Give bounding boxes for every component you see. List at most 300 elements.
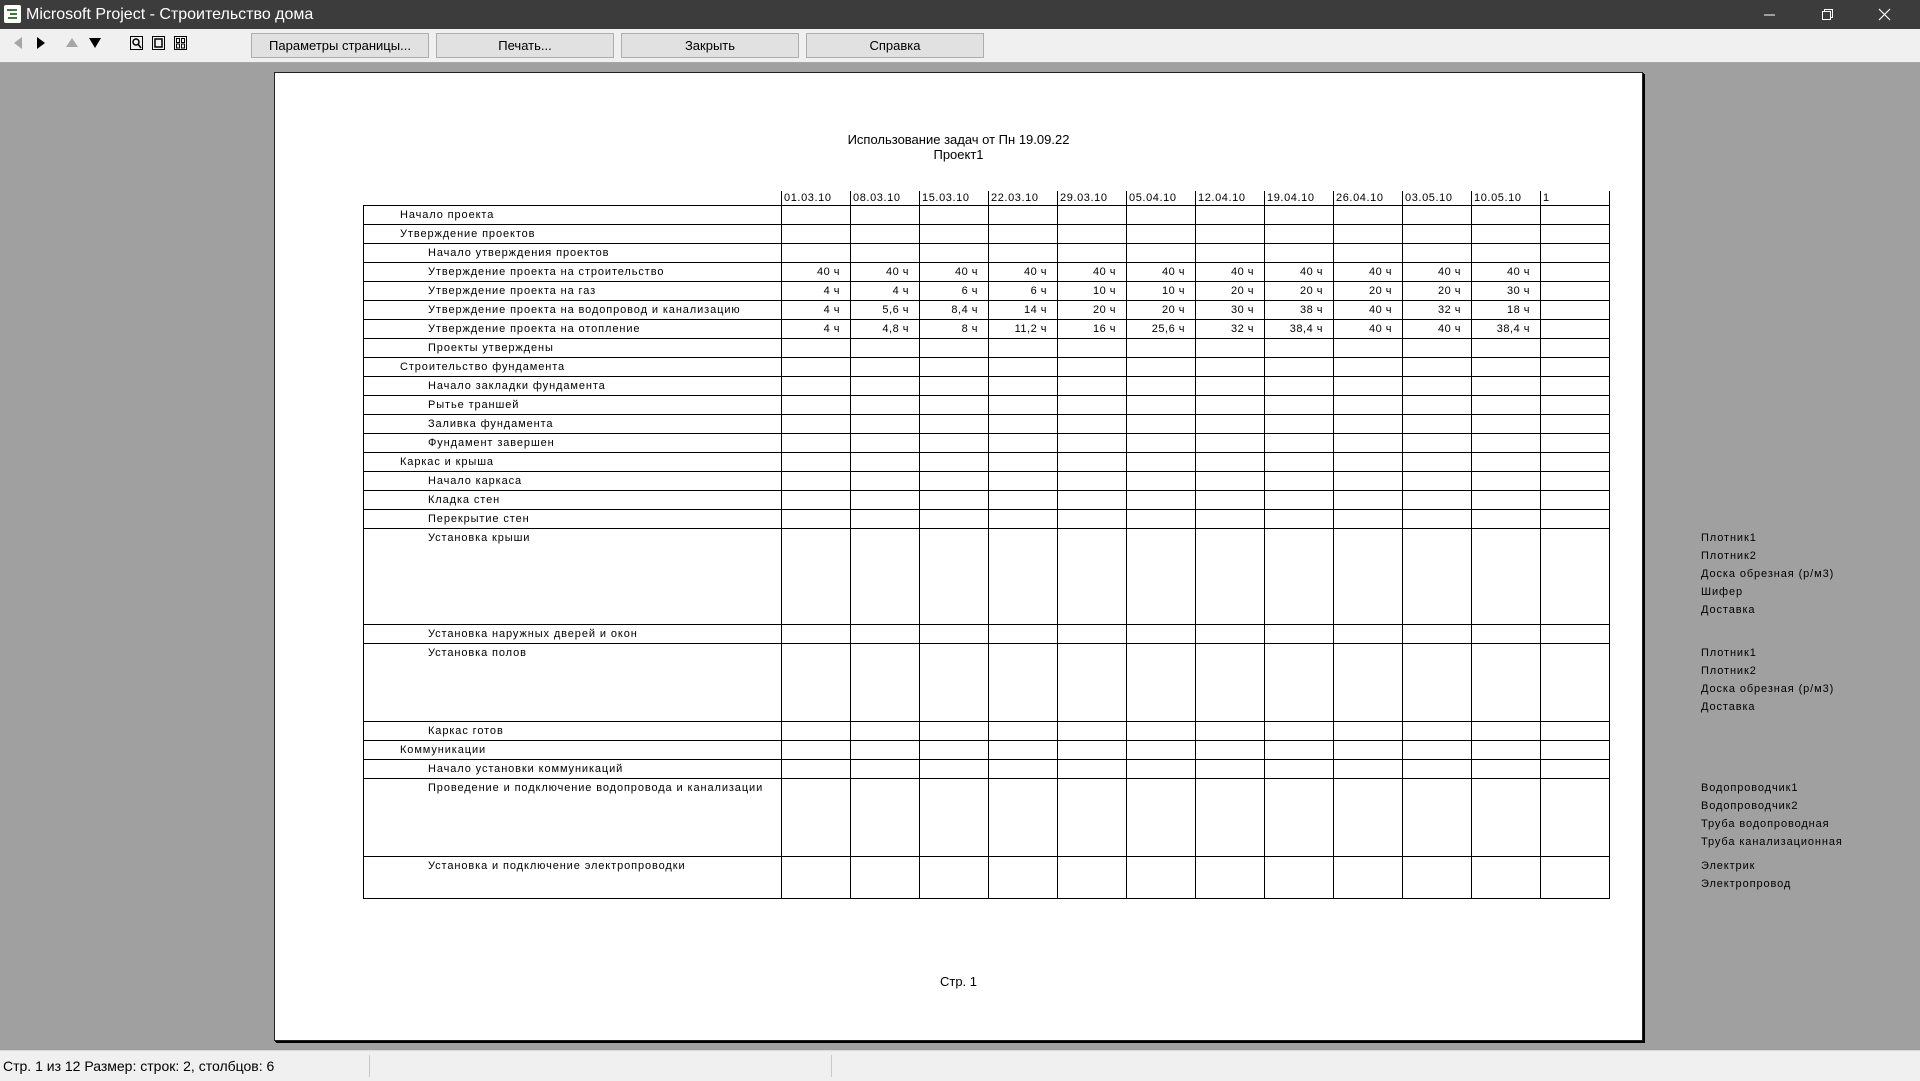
work-cell xyxy=(1541,282,1610,301)
timescale-date: 05.04.10 xyxy=(1127,191,1196,206)
one-page-icon xyxy=(152,36,166,50)
title-bar xyxy=(0,0,1920,29)
work-cell xyxy=(920,472,989,491)
work-cell: 40 ч xyxy=(1265,263,1334,282)
work-cell xyxy=(1058,722,1127,741)
minimize-icon xyxy=(1764,9,1776,21)
task-name: Установка крыши xyxy=(364,529,782,625)
work-cell xyxy=(782,760,851,779)
work-cell xyxy=(782,741,851,760)
one-page-button[interactable] xyxy=(150,33,168,53)
work-cell xyxy=(1403,225,1472,244)
status-divider xyxy=(831,1055,832,1077)
work-cell xyxy=(920,358,989,377)
task-name: Начало проекта xyxy=(364,206,782,225)
restore-button[interactable] xyxy=(1805,0,1851,29)
work-cell xyxy=(782,491,851,510)
work-cell xyxy=(1127,339,1196,358)
work-cell xyxy=(1127,415,1196,434)
report-project: Проект1 xyxy=(933,147,984,162)
arrow-up-icon xyxy=(66,37,78,49)
work-cell xyxy=(1472,760,1541,779)
work-cell xyxy=(1472,453,1541,472)
page-number: Стр. 1 xyxy=(939,974,978,989)
task-row[interactable] xyxy=(364,263,1610,282)
work-cell: 30 ч xyxy=(1472,282,1541,301)
work-cell xyxy=(851,760,920,779)
work-cell xyxy=(1334,396,1403,415)
header-blank xyxy=(364,191,782,206)
timescale-date: 19.04.10 xyxy=(1265,191,1334,206)
work-cell xyxy=(1541,741,1610,760)
work-cell xyxy=(1058,415,1127,434)
work-cell xyxy=(1127,741,1196,760)
work-cell xyxy=(1334,529,1403,625)
work-cell xyxy=(1472,644,1541,722)
close-preview-button[interactable]: Закрыть xyxy=(621,33,799,58)
zoom-icon xyxy=(130,36,144,50)
work-cell xyxy=(1196,510,1265,529)
task-name: Кладка стен xyxy=(364,491,782,510)
task-name: Утверждение проекта на отопление xyxy=(364,320,782,339)
work-cell xyxy=(1196,491,1265,510)
work-cell xyxy=(1334,722,1403,741)
work-cell xyxy=(920,453,989,472)
work-cell xyxy=(1334,377,1403,396)
task-name: Начало утверждения проектов xyxy=(364,244,782,263)
work-cell: 20 ч xyxy=(1265,282,1334,301)
task-row[interactable] xyxy=(364,339,1610,358)
task-row[interactable] xyxy=(364,510,1610,529)
timescale-header xyxy=(364,191,1610,206)
work-cell xyxy=(1541,644,1610,722)
work-cell xyxy=(989,415,1058,434)
work-cell xyxy=(989,722,1058,741)
work-cell xyxy=(989,625,1058,644)
work-cell xyxy=(1541,301,1610,320)
task-row[interactable] xyxy=(364,722,1610,741)
work-cell xyxy=(1334,625,1403,644)
previous-page-button[interactable] xyxy=(10,33,28,53)
minimize-button[interactable] xyxy=(1747,0,1793,29)
work-cell xyxy=(1472,377,1541,396)
work-cell xyxy=(1058,644,1127,722)
work-cell xyxy=(1196,760,1265,779)
work-cell xyxy=(1127,434,1196,453)
timescale-date: 03.05.10 xyxy=(1403,191,1472,206)
work-cell: 4,8 ч xyxy=(851,320,920,339)
work-cell xyxy=(851,529,920,625)
work-cell: 6 ч xyxy=(989,282,1058,301)
work-cell xyxy=(989,377,1058,396)
work-cell xyxy=(851,510,920,529)
window-title: Microsoft Project - Строительство дома xyxy=(26,6,314,23)
task-row[interactable] xyxy=(364,244,1610,263)
work-cell xyxy=(920,529,989,625)
page-down-button[interactable] xyxy=(86,33,104,53)
work-cell xyxy=(1127,491,1196,510)
work-cell xyxy=(851,472,920,491)
task-name: Каркас и крыша xyxy=(364,453,782,472)
work-cell: 30 ч xyxy=(1196,301,1265,320)
work-cell xyxy=(1058,857,1127,899)
work-cell xyxy=(1472,510,1541,529)
task-name: Начало установки коммуникаций xyxy=(364,760,782,779)
work-cell xyxy=(782,434,851,453)
task-row[interactable] xyxy=(364,453,1610,472)
work-cell xyxy=(1472,225,1541,244)
work-cell xyxy=(1472,358,1541,377)
work-cell xyxy=(1334,434,1403,453)
task-row[interactable] xyxy=(364,301,1610,320)
work-cell: 5,6 ч xyxy=(851,301,920,320)
work-cell xyxy=(1265,339,1334,358)
bottom-cell xyxy=(1472,899,1541,900)
work-cell xyxy=(1403,857,1472,899)
bottom-cell xyxy=(1058,899,1127,900)
work-cell xyxy=(1058,510,1127,529)
work-cell xyxy=(989,358,1058,377)
work-cell xyxy=(989,741,1058,760)
work-cell xyxy=(1196,779,1265,857)
work-cell xyxy=(1334,779,1403,857)
work-cell xyxy=(1472,434,1541,453)
work-cell xyxy=(782,377,851,396)
task-row[interactable] xyxy=(364,434,1610,453)
work-cell xyxy=(1265,434,1334,453)
work-cell xyxy=(1196,722,1265,741)
work-cell: 8 ч xyxy=(920,320,989,339)
work-cell xyxy=(1127,722,1196,741)
bottom-cell xyxy=(782,899,851,900)
arrow-right-icon xyxy=(35,37,47,49)
work-cell: 25,6 ч xyxy=(1127,320,1196,339)
work-cell xyxy=(989,206,1058,225)
work-cell xyxy=(851,206,920,225)
work-cell: 40 ч xyxy=(1127,263,1196,282)
work-cell xyxy=(1472,396,1541,415)
multiple-pages-button[interactable] xyxy=(172,33,190,53)
timescale-date: 01.03.10 xyxy=(782,191,851,206)
work-cell xyxy=(1265,472,1334,491)
work-cell xyxy=(1472,491,1541,510)
work-cell xyxy=(851,225,920,244)
timescale-date: 29.03.10 xyxy=(1058,191,1127,206)
task-row[interactable] xyxy=(364,491,1610,510)
work-cell xyxy=(1196,741,1265,760)
work-cell xyxy=(1541,434,1610,453)
work-cell xyxy=(851,644,920,722)
work-cell xyxy=(1403,339,1472,358)
bottom-cell xyxy=(920,899,989,900)
work-cell xyxy=(1127,779,1196,857)
work-cell xyxy=(1127,244,1196,263)
work-cell xyxy=(1265,491,1334,510)
report-title: Использование задач от Пн 19.09.22 xyxy=(847,132,1070,147)
work-cell xyxy=(1058,434,1127,453)
work-cell xyxy=(1541,722,1610,741)
task-name: Установка полов xyxy=(364,644,782,722)
page-setup-button[interactable]: Параметры страницы... xyxy=(251,33,429,58)
zoom-button[interactable] xyxy=(128,33,146,53)
work-cell xyxy=(1541,263,1610,282)
work-cell xyxy=(920,225,989,244)
work-cell xyxy=(1058,625,1127,644)
work-cell xyxy=(989,644,1058,722)
work-cell xyxy=(1403,434,1472,453)
work-cell xyxy=(1265,510,1334,529)
work-cell xyxy=(989,396,1058,415)
work-cell xyxy=(1541,491,1610,510)
work-cell: 40 ч xyxy=(782,263,851,282)
work-cell xyxy=(1265,225,1334,244)
work-cell xyxy=(1058,396,1127,415)
work-cell xyxy=(1403,625,1472,644)
work-cell xyxy=(1127,760,1196,779)
work-cell xyxy=(1265,377,1334,396)
work-cell xyxy=(1334,339,1403,358)
work-cell xyxy=(1472,339,1541,358)
work-cell xyxy=(1196,472,1265,491)
work-cell xyxy=(1334,857,1403,899)
work-cell xyxy=(1541,529,1610,625)
work-cell xyxy=(989,339,1058,358)
work-cell xyxy=(851,625,920,644)
work-cell xyxy=(1403,358,1472,377)
work-cell: 16 ч xyxy=(1058,320,1127,339)
work-cell xyxy=(1058,472,1127,491)
task-usage-table xyxy=(363,191,1553,956)
work-cell xyxy=(1196,244,1265,263)
work-cell: 10 ч xyxy=(1058,282,1127,301)
work-cell xyxy=(1541,225,1610,244)
task-row[interactable] xyxy=(364,282,1610,301)
work-cell: 40 ч xyxy=(1403,263,1472,282)
task-row[interactable] xyxy=(364,206,1610,225)
work-cell xyxy=(1058,529,1127,625)
work-cell xyxy=(1541,339,1610,358)
work-cell xyxy=(1196,434,1265,453)
work-cell xyxy=(1265,396,1334,415)
work-cell xyxy=(1334,510,1403,529)
work-cell xyxy=(1127,225,1196,244)
work-cell xyxy=(782,510,851,529)
work-cell xyxy=(1472,206,1541,225)
work-cell xyxy=(1058,377,1127,396)
work-cell xyxy=(989,529,1058,625)
work-cell xyxy=(851,779,920,857)
work-cell xyxy=(851,415,920,434)
work-cell xyxy=(1196,415,1265,434)
work-cell xyxy=(1541,320,1610,339)
work-cell xyxy=(920,857,989,899)
work-cell xyxy=(1196,396,1265,415)
work-cell xyxy=(920,206,989,225)
work-cell xyxy=(1334,472,1403,491)
work-cell xyxy=(1541,760,1610,779)
task-name: Утверждение проекта на строительство xyxy=(364,263,782,282)
close-window-button[interactable] xyxy=(1862,0,1908,29)
work-cell xyxy=(1541,206,1610,225)
work-cell xyxy=(1058,339,1127,358)
work-cell: 40 ч xyxy=(1472,263,1541,282)
task-name: Утверждение проекта на водопровод и канализацию xyxy=(364,301,782,320)
work-cell xyxy=(1403,722,1472,741)
work-cell xyxy=(1265,453,1334,472)
work-cell xyxy=(1265,206,1334,225)
work-cell xyxy=(1127,396,1196,415)
work-cell xyxy=(989,760,1058,779)
task-name: Начало каркаса xyxy=(364,472,782,491)
work-cell xyxy=(1196,857,1265,899)
work-cell xyxy=(1541,779,1610,857)
work-cell xyxy=(1196,529,1265,625)
work-cell xyxy=(1265,415,1334,434)
work-cell xyxy=(989,472,1058,491)
work-cell xyxy=(1541,244,1610,263)
work-cell: 38,4 ч xyxy=(1265,320,1334,339)
work-cell xyxy=(1127,857,1196,899)
help-button[interactable]: Справка xyxy=(806,33,984,58)
arrow-down-icon xyxy=(89,37,101,49)
task-row[interactable] xyxy=(364,472,1610,491)
work-cell xyxy=(1058,453,1127,472)
work-cell xyxy=(1196,644,1265,722)
work-cell xyxy=(1265,644,1334,722)
timescale-date: 12.04.10 xyxy=(1196,191,1265,206)
work-cell xyxy=(782,244,851,263)
work-cell xyxy=(1403,644,1472,722)
bottom-cell xyxy=(1541,899,1610,900)
print-button[interactable]: Печать... xyxy=(436,33,614,58)
task-row[interactable] xyxy=(364,225,1610,244)
work-cell: 8,4 ч xyxy=(920,301,989,320)
multiple-pages-icon xyxy=(174,36,188,50)
work-cell xyxy=(1058,760,1127,779)
work-cell: 40 ч xyxy=(989,263,1058,282)
bottom-cell xyxy=(1196,899,1265,900)
work-cell xyxy=(1196,358,1265,377)
work-cell xyxy=(851,722,920,741)
work-cell xyxy=(1403,779,1472,857)
work-cell xyxy=(920,625,989,644)
work-cell xyxy=(1541,625,1610,644)
work-cell xyxy=(1196,339,1265,358)
work-cell xyxy=(851,244,920,263)
work-cell xyxy=(1196,453,1265,472)
work-cell xyxy=(1541,510,1610,529)
work-cell xyxy=(1334,453,1403,472)
work-cell xyxy=(1127,206,1196,225)
work-cell: 20 ч xyxy=(1334,282,1403,301)
work-cell xyxy=(782,529,851,625)
work-cell xyxy=(1265,779,1334,857)
work-cell xyxy=(1196,225,1265,244)
work-cell xyxy=(1472,857,1541,899)
status-divider xyxy=(369,1055,370,1077)
work-cell xyxy=(1058,779,1127,857)
work-cell xyxy=(1472,779,1541,857)
work-cell: 20 ч xyxy=(1403,282,1472,301)
work-cell xyxy=(1403,415,1472,434)
work-cell xyxy=(920,244,989,263)
work-cell xyxy=(1127,644,1196,722)
work-cell xyxy=(1127,472,1196,491)
work-cell xyxy=(1265,857,1334,899)
bottom-cell xyxy=(364,899,782,900)
work-cell xyxy=(1403,529,1472,625)
task-row[interactable] xyxy=(364,625,1610,644)
task-row[interactable] xyxy=(364,320,1610,339)
work-cell xyxy=(782,722,851,741)
work-cell: 4 ч xyxy=(782,320,851,339)
work-cell xyxy=(1541,472,1610,491)
work-cell xyxy=(920,434,989,453)
work-cell xyxy=(851,453,920,472)
timescale-date: 22.03.10 xyxy=(989,191,1058,206)
bottom-cell xyxy=(851,899,920,900)
task-row[interactable] xyxy=(364,377,1610,396)
work-cell xyxy=(920,722,989,741)
work-cell xyxy=(1127,510,1196,529)
work-cell xyxy=(1265,760,1334,779)
timescale-date: 10.05.10 xyxy=(1472,191,1541,206)
restore-icon xyxy=(1822,9,1834,21)
task-row[interactable] xyxy=(364,415,1610,434)
work-cell xyxy=(782,339,851,358)
work-cell xyxy=(920,415,989,434)
print-preview-page[interactable] xyxy=(274,72,1643,1041)
work-cell xyxy=(1265,741,1334,760)
work-cell xyxy=(1472,415,1541,434)
task-row[interactable] xyxy=(364,396,1610,415)
work-cell xyxy=(782,206,851,225)
page-up-button[interactable] xyxy=(63,33,81,53)
work-cell: 14 ч xyxy=(989,301,1058,320)
next-page-button[interactable] xyxy=(32,33,50,53)
task-name: Каркас готов xyxy=(364,722,782,741)
work-cell xyxy=(1403,760,1472,779)
work-cell xyxy=(1541,396,1610,415)
work-cell xyxy=(782,625,851,644)
work-cell xyxy=(989,225,1058,244)
work-cell xyxy=(920,339,989,358)
work-cell xyxy=(920,779,989,857)
work-cell xyxy=(1541,377,1610,396)
work-cell xyxy=(989,857,1058,899)
work-cell: 40 ч xyxy=(851,263,920,282)
work-cell xyxy=(1472,722,1541,741)
work-cell: 40 ч xyxy=(1334,263,1403,282)
work-cell xyxy=(851,377,920,396)
work-cell xyxy=(989,779,1058,857)
work-cell xyxy=(920,396,989,415)
work-cell: 20 ч xyxy=(1127,301,1196,320)
task-row[interactable] xyxy=(364,358,1610,377)
work-cell xyxy=(1541,358,1610,377)
work-cell xyxy=(1334,741,1403,760)
task-name: Фундамент завершен xyxy=(364,434,782,453)
task-row[interactable] xyxy=(364,760,1610,779)
timescale-date: 1 xyxy=(1541,191,1610,206)
bottom-cell xyxy=(1265,899,1334,900)
task-row[interactable] xyxy=(364,741,1610,760)
work-cell: 11,2 ч xyxy=(989,320,1058,339)
work-cell: 10 ч xyxy=(1127,282,1196,301)
ms-project-icon xyxy=(4,5,21,23)
work-cell xyxy=(1334,644,1403,722)
task-name: Начало закладки фундамента xyxy=(364,377,782,396)
